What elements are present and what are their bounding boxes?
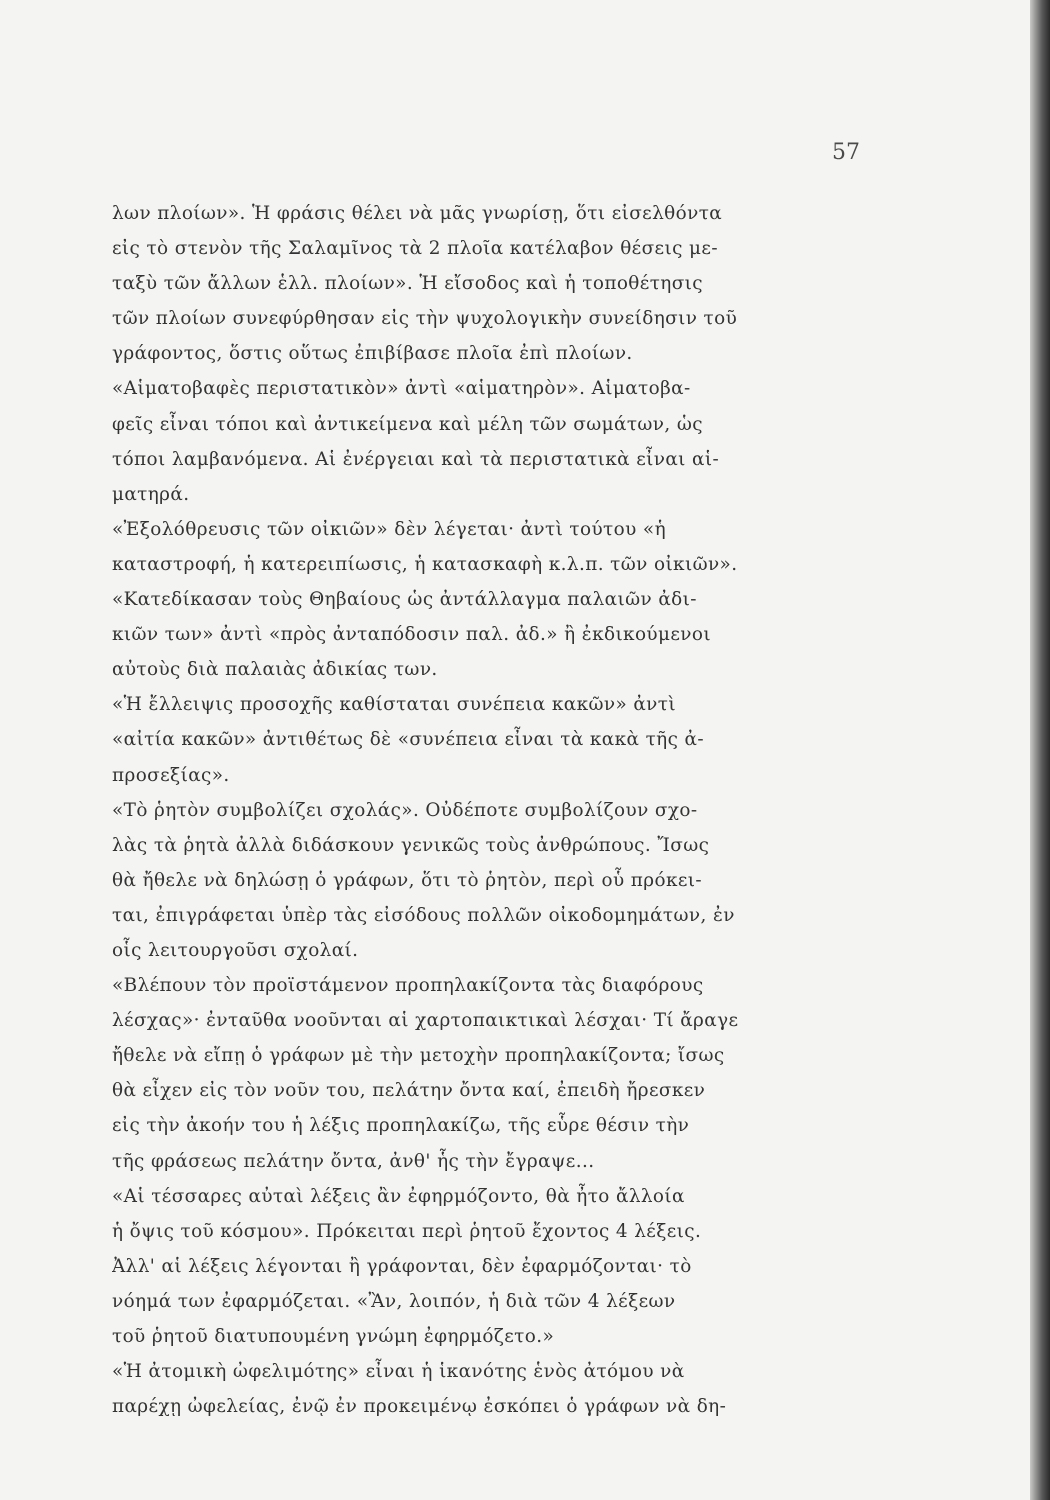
text-line: νόημά των ἐφαρμόζεται. «Ἂν, λοιπόν, ἡ διὰ τῶν 4 λέξεων [112, 1290, 676, 1312]
page-edge-shadow [1030, 0, 1050, 1500]
text-line: οἷς λειτουργοῦσι σχολαί. [112, 939, 359, 961]
text-line: τοῦ ῥητοῦ διατυπουμένη γνώμη ἐφηρμόζετο.» [112, 1326, 555, 1347]
text-line: «Κατεδίκασαν τοὺς Θηβαίους ὡς ἀντάλλαγμα παλαιῶν ἀδι- [112, 589, 697, 611]
text-line: «Ἡ ἔλλειψις προσοχῆς καθίσταται συνέπεια κακῶν» ἀντὶ [112, 694, 676, 716]
text-line: εἰς τὴν ἀκοήν του ἡ λέξις προπηλακίζω, τῆς εὗρε θέσιν τὴν [112, 1115, 690, 1137]
text-line: προσεξίας». [112, 764, 230, 786]
text-line: ται, ἐπιγράφεται ὑπὲρ τὰς εἰσόδους πολλῶν οἰκοδομημάτων, ἐν [112, 904, 735, 926]
text-line: «Αἱ τέσσαρες αὐταὶ λέξεις ἂν ἐφηρμόζοντο, θὰ ἦτο ἄλλοία [112, 1185, 685, 1207]
text-line: παρέχῃ ὠφελείας, ἐνῷ ἐν προκειμένῳ ἐσκόπει ὁ γράφων νὰ δη- [112, 1396, 727, 1418]
text-line: θὰ ἤθελε νὰ δηλώσῃ ὁ γράφων, ὅτι τὸ ῥητὸν, περὶ οὗ πρόκει- [112, 869, 703, 891]
text-line: τόποι λαμβανόμενα. Αἱ ἐνέργειαι καὶ τὰ περιστατικὰ εἶναι αἱ- [112, 448, 720, 470]
text-line: ἤθελε νὰ εἴπῃ ὁ γράφων μὲ τὴν μετοχὴν προπηλακίζοντα; ἴσως [112, 1045, 725, 1067]
text-line: κιῶν των» ἀντὶ «πρὸς ἀνταπόδοσιν παλ. ἀδ.» ἢ ἐκδικούμενοι [112, 624, 711, 646]
text-line: ταξὺ τῶν ἄλλων ἑλλ. πλοίων». Ἡ εἴσοδος καὶ ἡ τοποθέτησις [112, 273, 703, 295]
text-line: λὰς τὰ ῥητὰ ἀλλὰ διδάσκουν γενικῶς τοὺς ἀνθρώπους. Ἴσως [112, 834, 710, 856]
text-line: «Ἐξολόθρευσις τῶν οἰκιῶν» δὲν λέγεται· ἀντὶ τούτου «ἡ [112, 518, 666, 540]
text-line: «Ἡ ἀτομικὴ ὠφελιμότης» εἶναι ἡ ἱκανότης ἑνὸς ἀτόμου νὰ [112, 1361, 685, 1383]
text-line: καταστροφή, ἡ κατερειπίωσις, ἡ κατασκαφὴ κ.λ.π. τῶν οἰκιῶν». [112, 553, 738, 575]
text-line: λων πλοίων». Ἡ φράσις θέλει νὰ μᾶς γνωρίσῃ, ὅτι εἰσελθόντα [112, 203, 723, 224]
page-number: 57 [832, 140, 860, 165]
text-line: εἰς τὸ στενὸν τῆς Σαλαμῖνος τὰ 2 πλοῖα κατέλαβον θέσεις με- [112, 238, 718, 260]
text-line: «Βλέπουν τὸν προϊστάμενον προπηλακίζοντα τὰς διαφόρους [112, 975, 704, 997]
text-line: «αἰτία κακῶν» ἀντιθέτως δὲ «συνέπεια εἶναι τὰ κακὰ τῆς ἀ- [112, 729, 704, 751]
text-line: γράφοντος, ὅστις οὕτως ἐπιβίβασε πλοῖα ἐπὶ πλοίων. [112, 343, 633, 365]
text-line: αὐτοὺς διὰ παλαιὰς ἀδικίας των. [112, 659, 438, 681]
text-line: Ἀλλ' αἱ λέξεις λέγονται ἢ γράφονται, δὲν ἐφαρμόζονται· τὸ [112, 1255, 692, 1277]
text-line: φεῖς εἶναι τόποι καὶ ἀντικείμενα καὶ μέλη τῶν σωμάτων, ὡς [112, 413, 703, 435]
body-text [112, 196, 862, 1424]
text-line: τῶν πλοίων συνεφύρθησαν εἰς τὴν ψυχολογικὴν συνείδησιν τοῦ [112, 308, 738, 330]
text-line: ἡ ὄψις τοῦ κόσμου». Πρόκειται περὶ ῥητοῦ ἔχοντος 4 λέξεις. [112, 1220, 702, 1242]
text-line: ματηρά. [112, 483, 190, 505]
text-line: «Τὸ ῥητὸν συμβολίζει σχολάς». Οὐδέποτε συμβολίζουν σχο- [112, 799, 698, 821]
text-line: «Αἱματοβαφὲς περιστατικὸν» ἀντὶ «αἱματηρὸν». Αἱματοβα- [112, 378, 691, 400]
text-line: τῆς φράσεως πελάτην ὄντα, ἀνθ' ἧς τὴν ἔγραψε... [112, 1150, 595, 1172]
text-line: λέσχας»· ἐνταῦθα νοοῦνται αἱ χαρτοπαικτικαὶ λέσχαι· Τί ἄραγε [112, 1010, 739, 1032]
text-line: θὰ εἶχεν εἰς τὸν νοῦν του, πελάτην ὄντα καί, ἐπειδὴ ἤρεσκεν [112, 1080, 706, 1102]
